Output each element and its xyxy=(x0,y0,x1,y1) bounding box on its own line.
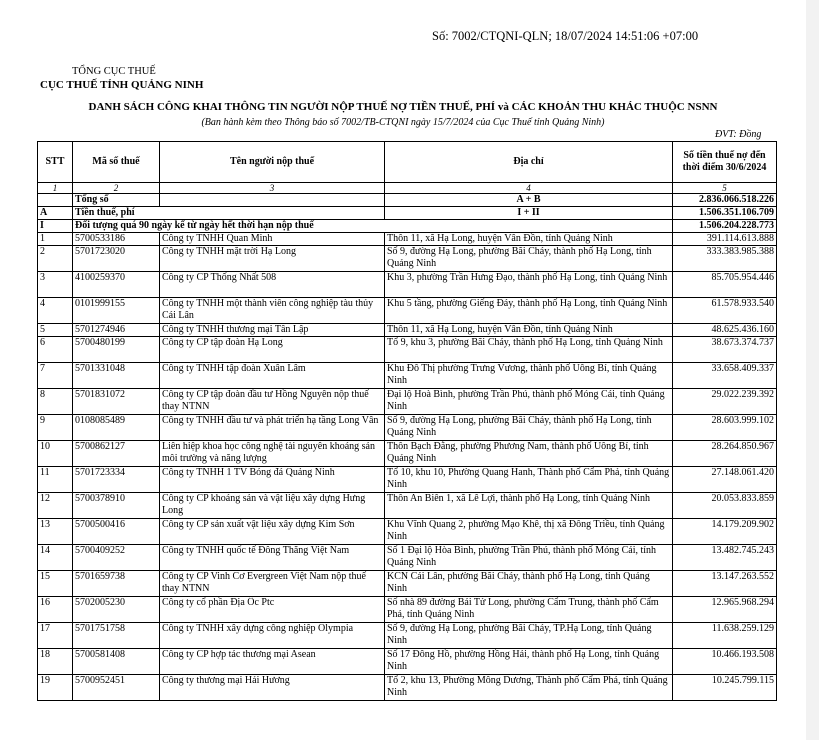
row-address: Thôn 11, xã Hạ Long, huyện Vân Đồn, tỉnh Quảng Ninh xyxy=(385,233,673,246)
row-tax-code: 0108085489 xyxy=(73,415,160,441)
row-tax-code: 4100259370 xyxy=(73,272,160,298)
row-tax-code: 5701723334 xyxy=(73,467,160,493)
row-taxpayer-name: Công ty TNHH 1 TV Bóng đá Quảng Ninh xyxy=(160,467,385,493)
row-stt: 19 xyxy=(38,675,73,701)
document-reference: Số: 7002/CTQNI-QLN; 18/07/2024 14:51:06 +07:00 xyxy=(432,29,699,43)
row-stt: 8 xyxy=(38,389,73,415)
document-subtitle: (Ban hành kèm theo Thông báo số 7002/TB-CTQNI ngày 15/7/2024 của Cục Thuế tỉnh Quảng Ninh) xyxy=(201,117,605,128)
parent-organization: TỔNG CỤC THUẾ xyxy=(72,66,156,77)
debtor-table xyxy=(37,141,777,701)
row-address: Số 9, đường Hạ Long, phường Bãi Cháy, thành phố Hạ Long, tỉnh Quảng Ninh xyxy=(385,246,673,272)
row-tax-code: 5700533186 xyxy=(73,233,160,246)
row-address: Số nhà 89 đường Bái Tử Long, phường Cẩm Trung, thành phố Cẩm Phả, tỉnh Quảng Ninh xyxy=(385,597,673,623)
row-debt-amount: 33.658.409.337 xyxy=(673,363,777,389)
row-stt: 12 xyxy=(38,493,73,519)
row-debt-amount: 29.022.239.392 xyxy=(673,389,777,415)
row-taxpayer-name: Công ty TNHH xây dựng công nghiệp Olympia xyxy=(160,623,385,649)
row-stt: 1 xyxy=(38,233,73,246)
col-stt: STT xyxy=(38,142,73,183)
row-taxpayer-name: Công ty CP Vinh Cơ Evergreen Việt Nam nộp thuế thay NTNN xyxy=(160,571,385,597)
row-tax-code: 5700500416 xyxy=(73,519,160,545)
section-a-formula: I + II xyxy=(385,207,673,220)
row-address: Số 9, đường Hạ Long, phường Bãi Cháy, thành phố Hạ Long, tỉnh Quảng Ninh xyxy=(385,415,673,441)
row-stt: 14 xyxy=(38,545,73,571)
row-tax-code: 5700378910 xyxy=(73,493,160,519)
col-taxpayer-name: Tên người nộp thuế xyxy=(160,142,385,183)
row-address: Khu 3, phường Trần Hưng Đạo, thành phố Hạ Long, tỉnh Quảng Ninh xyxy=(385,272,673,298)
row-debt-amount: 13.147.263.552 xyxy=(673,571,777,597)
col-debt-amount: Số tiền thuế nợ đến thời điểm 30/6/2024 xyxy=(673,142,777,183)
total-formula: A + B xyxy=(385,194,673,207)
row-stt: 18 xyxy=(38,649,73,675)
row-debt-amount: 391.114.613.888 xyxy=(673,233,777,246)
row-address: Khu 5 tầng, phường Giếng Đáy, thành phố Hạ Long, tỉnh Quảng Ninh xyxy=(385,298,673,324)
row-address: Số 1 Đại lộ Hòa Bình, phường Trần Phú, thành phố Móng Cái, tỉnh Quảng Ninh xyxy=(385,545,673,571)
table-header-row xyxy=(38,142,777,183)
row-debt-amount: 27.148.061.420 xyxy=(673,467,777,493)
index-cell: 3 xyxy=(160,183,385,194)
total-row xyxy=(38,194,777,207)
row-tax-code: 5701751758 xyxy=(73,623,160,649)
row-taxpayer-name: Công ty TNHH đầu tư và phát triển hạ tầng Long Vân xyxy=(160,415,385,441)
section-a-code: A xyxy=(38,207,73,220)
index-cell: 1 xyxy=(38,183,73,194)
row-taxpayer-name: Công ty TNHH Quan Minh xyxy=(160,233,385,246)
table-row xyxy=(38,519,777,545)
row-stt: 15 xyxy=(38,571,73,597)
row-taxpayer-name: Công ty TNHH tập đoàn Xuân Lâm xyxy=(160,363,385,389)
row-tax-code: 5700862127 xyxy=(73,441,160,467)
row-address: Thôn Bạch Đằng, phường Phương Nam, thành phố Uông Bí, tỉnh Quảng Ninh xyxy=(385,441,673,467)
row-address: Khu Vĩnh Quang 2, phường Mạo Khê, thị xã Đông Triều, tỉnh Quảng Ninh xyxy=(385,519,673,545)
table-row xyxy=(38,337,777,363)
row-taxpayer-name: Công ty TNHH quốc tế Đông Thăng Việt Nam xyxy=(160,545,385,571)
row-stt: 10 xyxy=(38,441,73,467)
row-debt-amount: 85.705.954.446 xyxy=(673,272,777,298)
row-tax-code: 5702005230 xyxy=(73,597,160,623)
index-cell: 2 xyxy=(73,183,160,194)
row-address: Khu Đô Thị phường Trưng Vương, thành phố Uông Bí, tỉnh Quảng Ninh xyxy=(385,363,673,389)
table-row xyxy=(38,597,777,623)
row-address: Số 17 Đông Hồ, phường Hồng Hải, thành phố Hạ Long, tỉnh Quảng Ninh xyxy=(385,649,673,675)
row-tax-code: 5701831072 xyxy=(73,389,160,415)
row-tax-code: 0101999155 xyxy=(73,298,160,324)
row-taxpayer-name: Công ty CP tập đoàn Hạ Long xyxy=(160,337,385,363)
col-tax-code: Mã số thuế xyxy=(73,142,160,183)
row-taxpayer-name: Công ty cổ phần Địa Ốc Ptc xyxy=(160,597,385,623)
row-debt-amount: 48.625.436.160 xyxy=(673,324,777,337)
section-a-row xyxy=(38,207,777,220)
total-label: Tổng số xyxy=(73,194,160,207)
section-a-label: Tiền thuế, phí xyxy=(73,207,385,220)
row-taxpayer-name: Liên hiệp khoa học công nghệ tài nguyên khoáng sản môi trường và năng lượng xyxy=(160,441,385,467)
viewer-edge xyxy=(806,0,819,740)
table-row xyxy=(38,545,777,571)
index-cell: 5 xyxy=(673,183,777,194)
row-taxpayer-name: Công ty thương mại Hải Hương xyxy=(160,675,385,701)
row-address: Tổ 2, khu 13, Phường Mông Dương, Thành phố Cẩm Phả, tỉnh Quảng Ninh xyxy=(385,675,673,701)
document-title: DANH SÁCH CÔNG KHAI THÔNG TIN NGƯỜI NỘP THUẾ NỢ TIỀN THUẾ, PHÍ và CÁC KHOẢN THU KHÁC THUỘC NSNN xyxy=(88,101,718,113)
table-row xyxy=(38,389,777,415)
row-address: Tổ 10, khu 10, Phường Quang Hanh, Thành phố Cẩm Phả, tỉnh Quảng Ninh xyxy=(385,467,673,493)
section-i-label: Đối tượng quá 90 ngày kể từ ngày hết thời hạn nộp thuế xyxy=(73,220,673,233)
row-debt-amount: 14.179.209.902 xyxy=(673,519,777,545)
table-row xyxy=(38,363,777,389)
row-taxpayer-name: Công ty CP hợp tác thương mại Asean xyxy=(160,649,385,675)
row-stt: 17 xyxy=(38,623,73,649)
table-row xyxy=(38,246,777,272)
row-taxpayer-name: Công ty CP Thống Nhất 508 xyxy=(160,272,385,298)
row-taxpayer-name: Công ty TNHH mặt trời Hạ Long xyxy=(160,246,385,272)
row-tax-code: 5700581408 xyxy=(73,649,160,675)
row-debt-amount: 28.264.850.967 xyxy=(673,441,777,467)
row-tax-code: 5700409252 xyxy=(73,545,160,571)
row-address: Thôn An Biên 1, xã Lê Lợi, thành phố Hạ Long, tỉnh Quảng Ninh xyxy=(385,493,673,519)
total-amount: 2.836.066.518.226 xyxy=(673,194,777,207)
row-address: Đại lộ Hoà Bình, phường Trần Phú, thành phố Móng Cái, tỉnh Quảng Ninh xyxy=(385,389,673,415)
row-stt: 7 xyxy=(38,363,73,389)
column-index-row xyxy=(38,183,777,194)
table-row xyxy=(38,233,777,246)
table-row xyxy=(38,324,777,337)
row-address: Tổ 9, khu 3, phường Bãi Cháy, thành phố Hạ Long, tỉnh Quảng Ninh xyxy=(385,337,673,363)
table-row xyxy=(38,571,777,597)
section-i-row xyxy=(38,220,777,233)
row-tax-code: 5701331048 xyxy=(73,363,160,389)
row-tax-code: 5701659738 xyxy=(73,571,160,597)
row-debt-amount: 10.466.193.508 xyxy=(673,649,777,675)
row-stt: 6 xyxy=(38,337,73,363)
table-row xyxy=(38,675,777,701)
row-debt-amount: 28.603.999.102 xyxy=(673,415,777,441)
section-i-amount: 1.506.204.228.773 xyxy=(673,220,777,233)
row-taxpayer-name: Công ty CP sản xuất vật liệu xây dựng Kim Sơn xyxy=(160,519,385,545)
row-stt: 5 xyxy=(38,324,73,337)
row-debt-amount: 11.638.259.129 xyxy=(673,623,777,649)
row-stt: 4 xyxy=(38,298,73,324)
currency-unit: ĐVT: Đồng xyxy=(715,129,762,140)
row-tax-code: 5701274946 xyxy=(73,324,160,337)
row-debt-amount: 20.053.833.859 xyxy=(673,493,777,519)
row-address: Số 9, đường Hạ Long, phường Bãi Cháy, TP.Hạ Long, tỉnh Quảng Ninh xyxy=(385,623,673,649)
row-debt-amount: 333.383.985.388 xyxy=(673,246,777,272)
row-address: Thôn 11, xã Hạ Long, huyện Vân Đồn, tỉnh Quảng Ninh xyxy=(385,324,673,337)
table-row xyxy=(38,415,777,441)
table-row xyxy=(38,298,777,324)
row-tax-code: 5700480199 xyxy=(73,337,160,363)
table-row xyxy=(38,649,777,675)
row-debt-amount: 13.482.745.243 xyxy=(673,545,777,571)
row-debt-amount: 12.965.968.294 xyxy=(673,597,777,623)
section-i-code: I xyxy=(38,220,73,233)
table-row xyxy=(38,467,777,493)
table-row xyxy=(38,441,777,467)
row-stt: 3 xyxy=(38,272,73,298)
row-tax-code: 5700952451 xyxy=(73,675,160,701)
row-taxpayer-name: Công ty TNHH một thành viên công nghiệp tàu thủy Cái Lân xyxy=(160,298,385,324)
row-stt: 11 xyxy=(38,467,73,493)
row-stt: 9 xyxy=(38,415,73,441)
table-row xyxy=(38,272,777,298)
table-row xyxy=(38,493,777,519)
row-taxpayer-name: Công ty CP khoáng sản và vật liệu xây dựng Hưng Long xyxy=(160,493,385,519)
row-address: KCN Cái Lân, phường Bãi Cháy, thành phố Hạ Long, tỉnh Quảng Ninh xyxy=(385,571,673,597)
row-tax-code: 5701723020 xyxy=(73,246,160,272)
row-debt-amount: 10.245.799.115 xyxy=(673,675,777,701)
row-debt-amount: 61.578.933.540 xyxy=(673,298,777,324)
index-cell: 4 xyxy=(385,183,673,194)
row-stt: 16 xyxy=(38,597,73,623)
row-taxpayer-name: Công ty CP tập đoàn đầu tư Hồng Nguyên nộp thuế thay NTNN xyxy=(160,389,385,415)
row-stt: 2 xyxy=(38,246,73,272)
section-a-amount: 1.506.351.106.709 xyxy=(673,207,777,220)
row-taxpayer-name: Công ty TNHH thương mại Tân Lập xyxy=(160,324,385,337)
row-stt: 13 xyxy=(38,519,73,545)
table-row xyxy=(38,623,777,649)
row-debt-amount: 38.673.374.737 xyxy=(673,337,777,363)
col-address: Địa chỉ xyxy=(385,142,673,183)
issuing-organization: CỤC THUẾ TỈNH QUẢNG NINH xyxy=(40,79,204,91)
